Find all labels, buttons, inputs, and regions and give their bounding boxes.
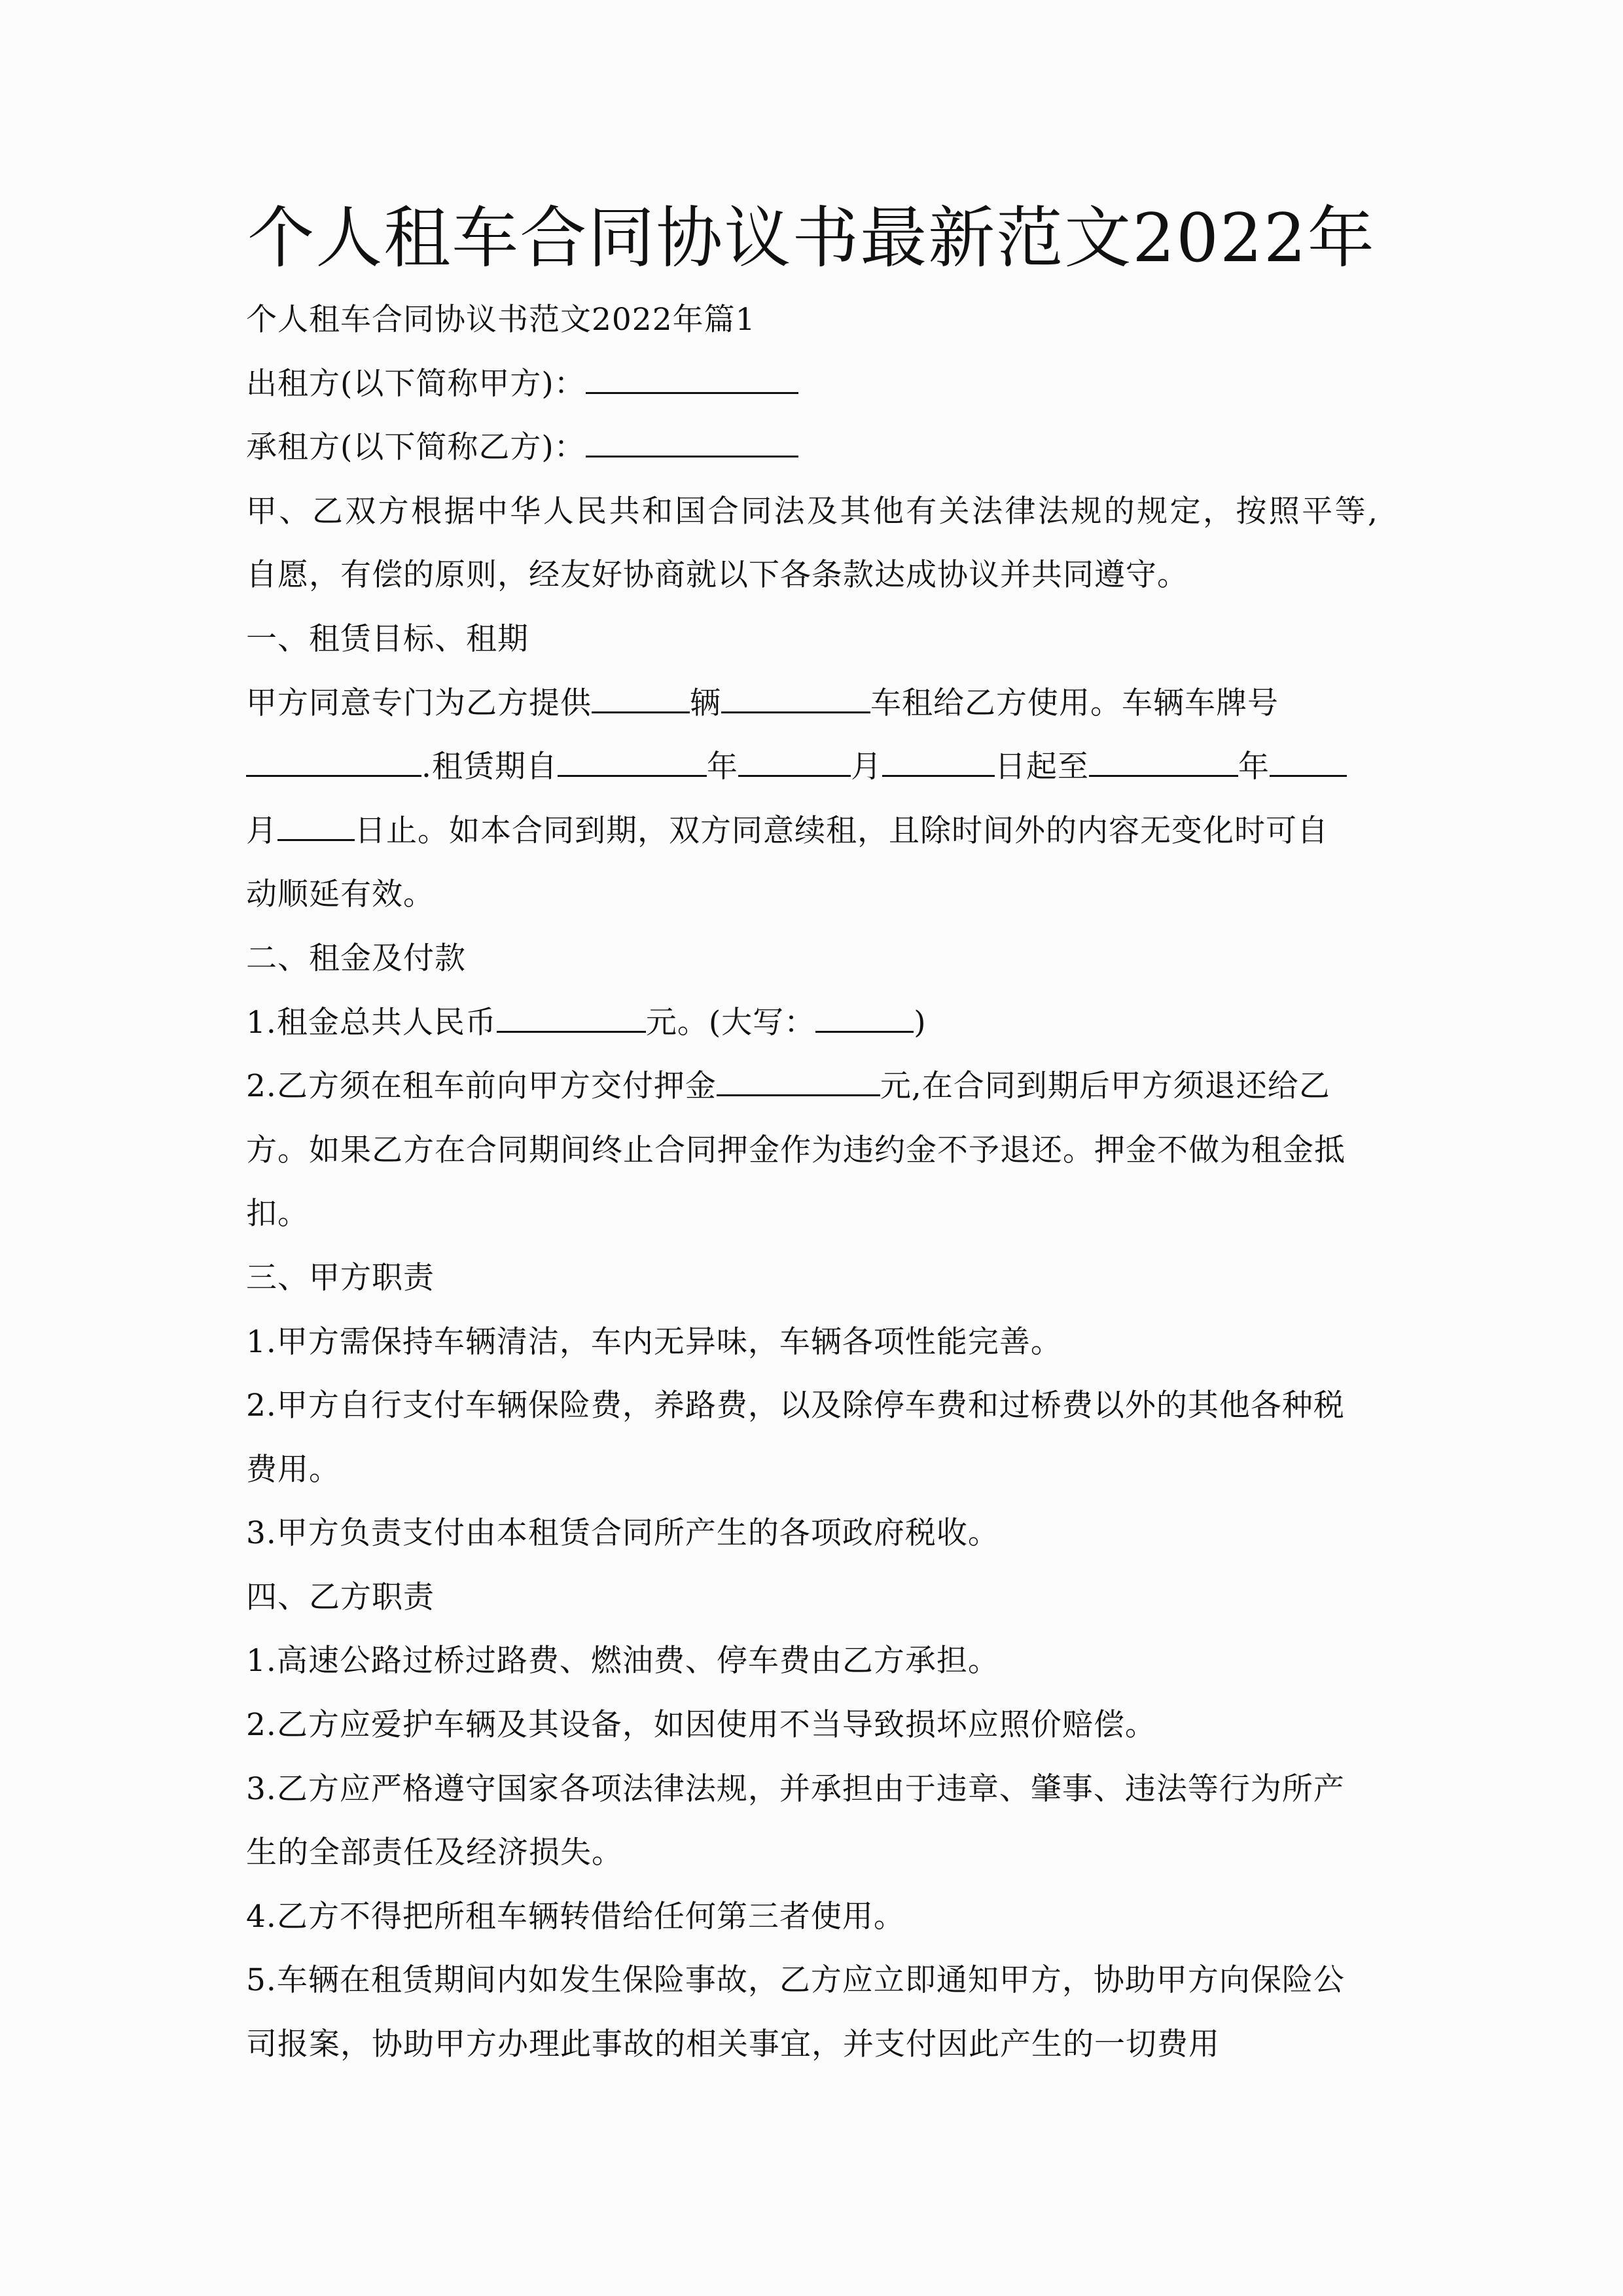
lessor-field	[246, 352, 1378, 416]
section4-item: 5.车辆在租赁期间内如发生保险事故，乙方应立即通知甲方，协助甲方向保险公	[246, 1962, 1345, 1999]
text: 元,在合同到期后甲方须退还给乙	[880, 1068, 1330, 1105]
text: 1.租金总共人民币	[246, 1004, 497, 1041]
text: 日起至	[994, 749, 1089, 785]
end-year-blank	[1089, 749, 1238, 777]
section4-item: 2.乙方应爱护车辆及其设备，如因使用不当导致损坏应照价赔偿。	[246, 1707, 1156, 1744]
end-month-blank	[1270, 749, 1347, 777]
section4-item: 3.乙方应严格遵守国家各项法律法规，并承担由于违章、肇事、违法等行为所产	[246, 1770, 1345, 1807]
section4-item: 生的全部责任及经济损失。	[246, 1835, 623, 1871]
text: 月	[246, 812, 277, 849]
text: 辆	[690, 685, 721, 721]
lessee-field	[246, 416, 1378, 480]
lessee-label: 承租方(以下简称乙方)：	[246, 429, 586, 466]
plate-number-blank	[246, 749, 421, 777]
start-day-blank	[882, 749, 995, 777]
section2-heading: 二、租金及付款	[246, 940, 466, 977]
section2-item-2	[246, 1054, 1378, 1119]
lessor-label: 出租方(以下简称甲方)：	[246, 365, 586, 402]
start-year-blank	[558, 749, 707, 777]
lessor-blank	[586, 366, 798, 394]
text: .租赁期自	[421, 749, 558, 785]
section4-heading: 四、乙方职责	[246, 1579, 435, 1615]
rent-amount-blank	[497, 1005, 646, 1033]
text: 年	[1238, 749, 1270, 785]
section3-item: 费用。	[246, 1451, 340, 1488]
section1-line-1	[246, 672, 1378, 736]
section1-line-4: 动顺延有效。	[246, 876, 435, 913]
text: 月	[850, 749, 882, 785]
text: )	[914, 1004, 927, 1041]
subtitle: 个人租车合同协议书范文2022年篇1	[246, 302, 756, 338]
end-day-blank	[277, 813, 355, 841]
section4-item: 1.高速公路过桥过路费、燃油费、停车费由乙方承担。	[246, 1643, 999, 1679]
deposit-amount-blank	[717, 1068, 880, 1096]
section2-item-1	[246, 991, 1378, 1055]
section2-item-2-cont: 方。如果乙方在合同期间终止合同押金作为违约金不予退还。押金不做为租金抵	[246, 1132, 1346, 1168]
preamble-line-1: 甲、乙双方根据中华人民共和国合同法及其他有关法律法规的规定，按照平等,	[246, 493, 1378, 529]
text: 车租给乙方使用。车辆车牌号	[870, 685, 1279, 721]
text: 2.乙方须在租车前向甲方交付押金	[246, 1068, 717, 1105]
text: 年	[706, 749, 738, 785]
start-month-blank	[738, 749, 851, 777]
vehicle-count-blank	[592, 685, 690, 713]
document-body	[246, 288, 1378, 2077]
section3-item: 2.甲方自行支付车辆保险费，养路费，以及除停车费和过桥费以外的其他各种税	[246, 1388, 1345, 1424]
preamble-line-2: 自愿，有偿的原则，经友好协商就以下各条款达成协议并共同遵守。	[246, 557, 1188, 594]
text: 甲方同意专门为乙方提供	[246, 685, 592, 721]
section1-line-3	[246, 799, 1378, 863]
section1-heading: 一、租赁目标、租期	[246, 620, 529, 657]
document-title: 个人租车合同协议书最新范文2022年	[247, 200, 1376, 278]
section4-item: 4.乙方不得把所租车辆转借给任何第三者使用。	[246, 1898, 905, 1935]
rent-amount-words-blank	[815, 1005, 914, 1033]
section3-item: 1.甲方需保持车辆清洁，车内无异味，车辆各项性能完善。	[246, 1323, 1062, 1360]
section4-item: 司报案，协助甲方办理此事故的相关事宜，并支付因此产生的一切费用	[246, 2026, 1220, 2063]
section3-item: 3.甲方负责支付由本租赁合同所产生的各项政府税收。	[246, 1515, 999, 1552]
vehicle-model-blank	[721, 685, 870, 713]
section2-item-2-end: 扣。	[246, 1196, 309, 1232]
section1-line-2	[246, 735, 1378, 799]
section3-heading: 三、甲方职责	[246, 1259, 435, 1296]
text: 元。(大写：	[645, 1004, 816, 1041]
text: 日止。如本合同到期，双方同意续租，且除时间外的内容无变化时可自	[355, 812, 1329, 849]
lessee-blank	[586, 429, 798, 457]
